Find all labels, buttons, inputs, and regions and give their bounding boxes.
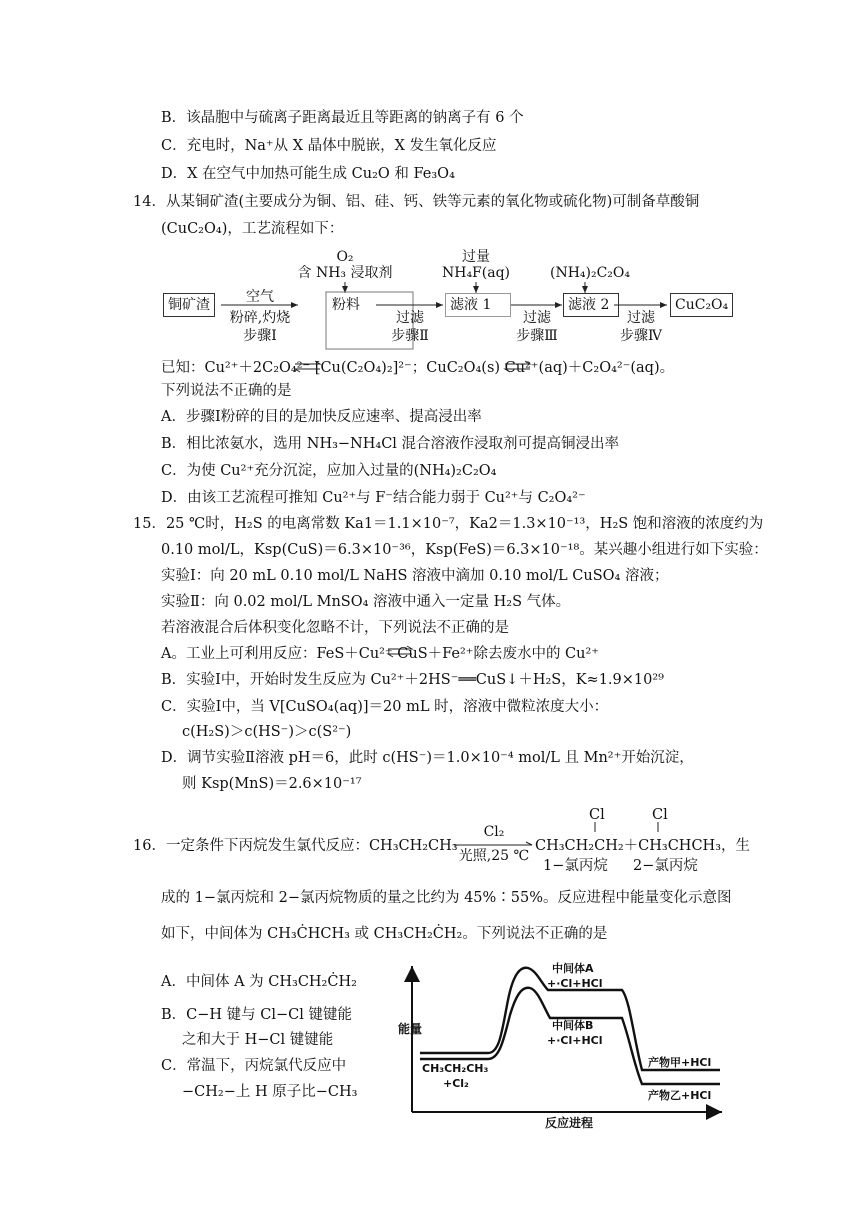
q15-option-c-line2: c(H₂S)＞c(HS⁻)＞c(S²⁻) — [182, 724, 352, 740]
q16-cl-1: Cl — [589, 807, 605, 823]
q16-option-c-line2: −CH₂−上 H 原子比−CH₃ — [182, 1084, 358, 1100]
q16-cl-2: Cl — [652, 807, 668, 823]
label-step1: 步骤Ⅰ — [243, 328, 277, 344]
q16-stem-line3: 如下，中间体为 CH₃ĊHCH₃ 或 CH₃CH₂ĊH₂。下列说法不正确的是 — [161, 926, 608, 942]
q16-products: CH₃CH₂CH₂＋CH₃CHCH₃，生 — [535, 838, 751, 854]
label-filter4: 过滤 — [627, 310, 655, 326]
q13-option-b: B．该晶胞中与硫离子距离最近且等距离的钠离子有 6 个 — [161, 110, 524, 126]
product-2-label: 产物乙+HCl — [648, 1089, 712, 1102]
reactant-label-1: CH₃CH₂CH₃ — [422, 1062, 489, 1075]
label-step2: 步骤Ⅱ — [391, 328, 429, 344]
q13-option-d: D．X 在空气中加热可能生成 Cu₂O 和 Fe₃O₄ — [161, 166, 455, 182]
label-air: 空气 — [246, 289, 274, 305]
energy-xlabel: 反应进程 — [545, 1116, 594, 1130]
box-filtrate2: 滤液 2 — [563, 293, 619, 317]
q14-question: 下列说法不正确的是 — [161, 383, 292, 399]
q13-option-c: C．充电时，Na⁺从 X 晶体中脱嵌，X 发生氧化反应 — [161, 138, 497, 154]
q14-stem-line2: (CuC₂O₄)，工艺流程如下： — [161, 221, 344, 237]
q14-stem-line1: 14．从某铜矿渣(主要成分为铜、铝、硅、钙、铁等元素的氧化物或硫化物)可制备草酸铜 — [133, 194, 700, 210]
q16-option-b-line1: B．C−H 键与 Cl−Cl 键键能 — [161, 1007, 352, 1023]
label-crush: 粉碎,灼烧 — [229, 310, 291, 326]
q15-option-b: B．实验Ⅰ中，开始时发生反应为 Cu²⁺＋2HS⁻══CuS↓＋H₂S，K≈1.9×10²⁹ — [161, 672, 664, 688]
reactant-label-2: +Cl₂ — [443, 1077, 469, 1090]
intermediate-b-label-1: 中间体B — [552, 1019, 594, 1032]
q16-condition-bottom: 光照,25 ℃ — [458, 848, 530, 864]
q16-option-b-line2: 之和大于 H−Cl 键键能 — [182, 1032, 334, 1048]
q16-option-c-line1: C．常温下，丙烷氯代反应中 — [161, 1058, 347, 1074]
label-nh4f: NH₄F(aq) — [441, 265, 511, 281]
label-oxalate: (NH₄)₂C₂O₄ — [549, 265, 631, 281]
label-o2: O₂ — [336, 249, 354, 265]
box-copper-slag: 铜矿渣 — [163, 293, 215, 317]
q16-name-1: 1−氯丙烷 — [543, 858, 608, 874]
box-filtrate1: 滤液 1 — [445, 293, 511, 317]
intermediate-b-label-2: +·Cl+HCl — [547, 1034, 603, 1047]
box-product: CuC₂O₄ — [670, 293, 733, 317]
q15-question: 若溶液混合后体积变化忽略不计，下列说法不正确的是 — [161, 620, 509, 636]
q14-option-a: A．步骤Ⅰ粉碎的目的是加快反应速率、提高浸出率 — [161, 409, 482, 425]
label-leach-agent: 含 NH₃ 浸取剂 — [297, 265, 393, 281]
product-1-label: 产物甲+HCl — [648, 1056, 712, 1069]
label-step3: 步骤Ⅲ — [516, 328, 558, 344]
q14-option-d: D．由该工艺流程可推知 Cu²⁺与 F⁻结合能力弱于 Cu²⁺与 C₂O₄²⁻ — [161, 490, 586, 506]
q14-known: 已知：Cu²⁺＋2C₂O₄²⁻ [Cu(C₂O₄)₂]²⁻；CuC₂O₄(s) Cu²⁺(aq)＋C₂O₄²⁻(aq)。 — [161, 360, 675, 376]
q16-stem-line2: 成的 1−氯丙烷和 2−氯丙烷物质的量之比约为 45%∶55%。反应进程中能量变化示意图 — [161, 890, 732, 906]
intermediate-a-label-1: 中间体A — [552, 962, 594, 975]
label-excess: 过量 — [462, 249, 490, 265]
q15-option-c-line1: C．实验Ⅰ中，当 V[CuSO₄(aq)]＝20 mL 时，溶液中微粒浓度大小： — [161, 699, 609, 715]
q16-option-a: A．中间体 A 为 CH₃CH₂ĊH₂ — [161, 974, 357, 990]
q15-experiment2: 实验Ⅱ：向 0.02 mol/L MnSO₄ 溶液中通入一定量 H₂S 气体。 — [161, 594, 571, 610]
energy-ylabel: 能量 — [398, 1022, 423, 1036]
intermediate-a-label-2: +·Cl+HCl — [547, 977, 603, 990]
label-filter3: 过滤 — [523, 310, 551, 326]
q16-condition-top: Cl₂ — [483, 824, 505, 840]
q16-name-2: 2−氯丙烷 — [633, 858, 698, 874]
label-powder: 粉料 — [332, 297, 360, 313]
q15-experiment1: 实验Ⅰ：向 20 mL 0.10 mol/L NaHS 溶液中滴加 0.10 mol/L CuSO₄ 溶液； — [161, 568, 669, 584]
q15-option-a: A。工业上可利用反应：FeS＋Cu²⁺ CuS＋Fe²⁺除去废水中的 Cu²⁺ — [161, 646, 599, 662]
q16-stem-prefix: 16．一定条件下丙烷发生氯代反应：CH₃CH₂CH₃ — [133, 838, 458, 854]
q14-option-c: C．为使 Cu²⁺充分沉淀，应加入过量的(NH₄)₂C₂O₄ — [161, 463, 497, 479]
q15-option-d-line1: D．调节实验Ⅱ溶液 pH＝6，此时 c(HS⁻)＝1.0×10⁻⁴ mol/L 且 Mn²⁺开始沉淀， — [161, 750, 694, 766]
label-step4: 步骤Ⅳ — [620, 328, 662, 344]
q14-option-b: B．相比浓氨水，选用 NH₃−NH₄Cl 混合溶液作浸取剂可提高铜浸出率 — [161, 436, 620, 452]
label-filter2: 过滤 — [396, 310, 424, 326]
q15-stem-line1: 15．25 ℃时，H₂S 的电离常数 Ka1＝1.1×10⁻⁷，Ka2＝1.3×10⁻¹³，H₂S 饱和溶液的浓度约为 — [133, 516, 764, 532]
q15-stem-line2: 0.10 mol/L，Ksp(CuS)＝6.3×10⁻³⁶，Ksp(FeS)＝6.3×10⁻¹⁸。某兴趣小组进行如下实验： — [161, 542, 768, 558]
q15-option-d-line2: 则 Ksp(MnS)＝2.6×10⁻¹⁷ — [182, 776, 362, 792]
